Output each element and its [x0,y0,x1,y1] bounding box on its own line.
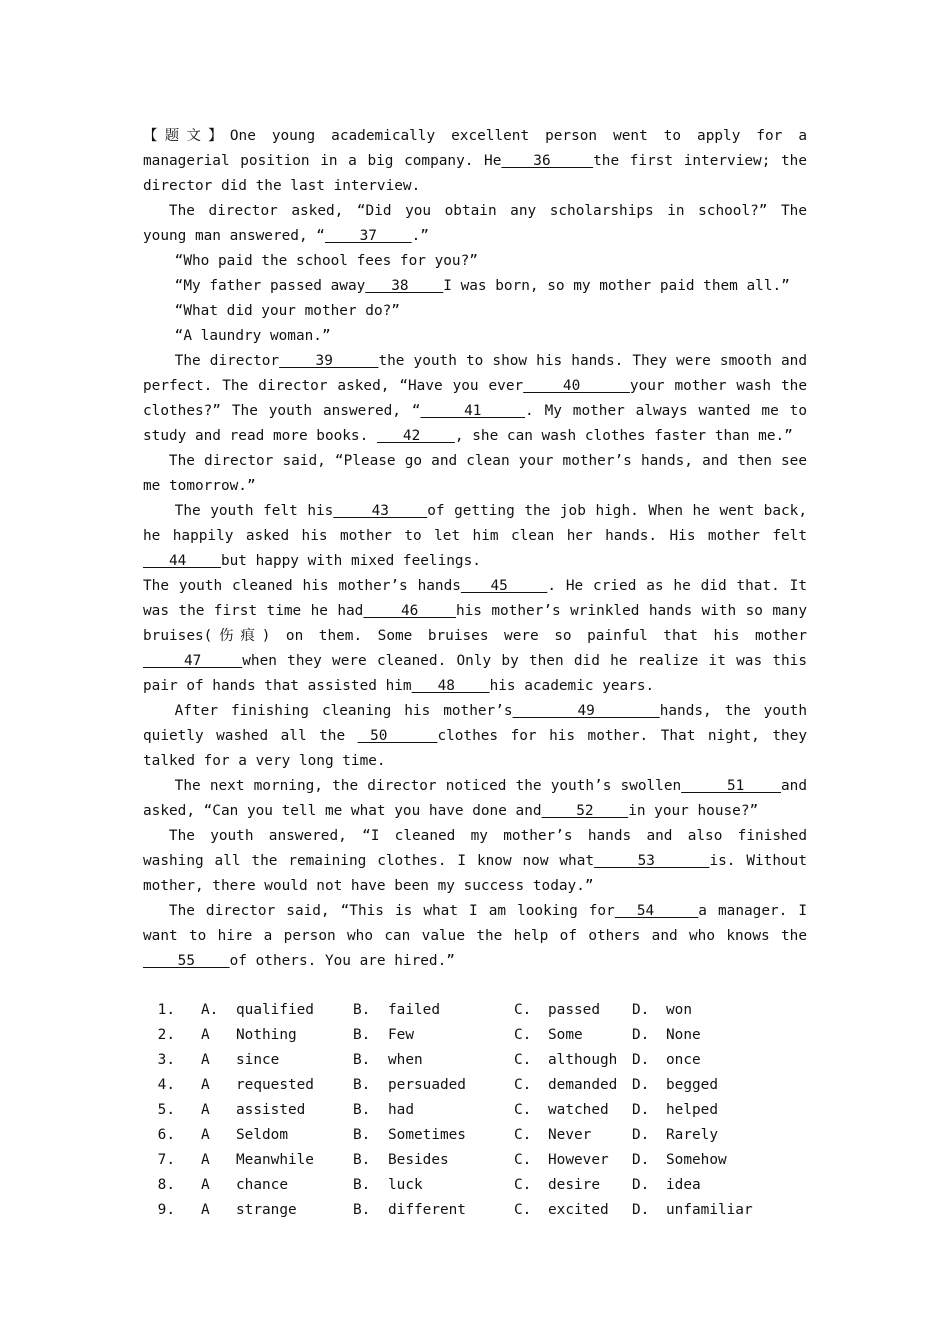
numbered-blank: 53 [594,853,710,869]
option-letter: A [201,1102,210,1118]
option-text: Besides [388,1152,449,1168]
option-letter: D. [632,1202,650,1218]
passage-text: “Who paid the school fees for you?” [174,253,478,269]
option-text: assisted [236,1102,306,1118]
option-text: Some [548,1027,583,1043]
passage-text: of others. You are hired.” [229,953,455,969]
question-number: 5. [157,1102,175,1118]
passage-text: and asked, “Can you tell me what you have done and [143,778,807,819]
option-text: Nothing [236,1027,297,1043]
option-row [143,1048,807,1073]
option-letter: A. [201,1002,219,1018]
passage-paragraph [143,124,807,199]
option-row [143,1073,807,1098]
passage-text: . My mother always wanted me to study and read more books. [143,403,807,444]
option-row [143,1148,807,1173]
question-number: 2. [157,1027,175,1043]
option-letter: B. [353,1102,371,1118]
option-letter: D. [632,1027,650,1043]
option-letter: B. [353,1177,371,1193]
passage-text: 【题文】One young academically excellent person went to apply for a managerial position in a big company. He [143,128,807,169]
question-number: 4. [157,1077,175,1093]
option-text: strange [236,1202,297,1218]
passage-text: . He cried as he did that. It was the first time he had [143,578,807,619]
option-letter: B. [353,1002,371,1018]
passage-text: “What did your mother do?” [174,303,400,319]
option-letter: D. [632,1052,650,1068]
option-text: Few [388,1027,414,1043]
option-letter: B. [353,1052,371,1068]
passage-text: The director said, “Please go and clean your mother’s hands, and then see me tomorrow.” [143,453,807,494]
passage-text: “My father passed away [174,278,366,294]
passage-paragraph [143,499,807,574]
option-letter: A [201,1052,210,1068]
option-letter: C. [514,1077,532,1093]
option-text: Seldom [236,1127,288,1143]
option-letter: B. [353,1027,371,1043]
option-letter: C. [514,1027,532,1043]
passage-text: but happy with mixed feelings. [220,553,481,569]
option-text: qualified [236,1002,314,1018]
passage-paragraph [143,449,807,499]
question-number: 1. [157,1002,175,1018]
option-letter: D. [632,1152,650,1168]
option-text: Meanwhile [236,1152,314,1168]
option-letter: B. [353,1127,371,1143]
passage-paragraph [143,699,807,774]
numbered-blank: 50 [357,728,438,744]
passage-paragraph [143,574,807,699]
question-number: 8. [157,1177,175,1193]
numbered-blank: 38 [365,278,444,294]
cloze-passage [143,124,807,974]
option-text: different [388,1202,466,1218]
passage-paragraph [143,824,807,899]
option-letter: C. [514,1202,532,1218]
option-letter: A [201,1152,210,1168]
numbered-blank: 55 [143,953,230,969]
option-text: None [666,1027,701,1043]
passage-text: of getting the job high. When he went back, he happily asked his mother to let him clean her hands. His mother felt [143,503,807,544]
passage-text: in your house?” [628,803,759,819]
passage-text: .” [411,228,429,244]
option-letter: A [201,1202,210,1218]
numbered-blank: 36 [501,153,594,169]
option-letter: A [201,1127,210,1143]
option-text: failed [388,1002,440,1018]
passage-text: is. Without mother, there would not have been my success today.” [143,853,807,894]
answer-options [143,998,807,1223]
option-text: luck [388,1177,423,1193]
option-row [143,1098,807,1123]
numbered-blank: 54 [614,903,699,919]
passage-text: hands, the youth quietly washed all the [143,703,808,744]
passage-text: when they were cleaned. Only by then did he realize it was this pair of hands that assisted him [143,653,808,694]
option-text: since [236,1052,280,1068]
option-text: once [666,1052,701,1068]
passage-text: your mother wash the clothes?” The youth answered, “ [143,378,807,419]
option-text: Somehow [666,1152,727,1168]
option-text: Sometimes [388,1127,466,1143]
passage-text: The youth cleaned his mother’s hands [143,578,461,594]
numbered-blank: 47 [143,653,243,669]
option-text: persuaded [388,1077,466,1093]
passage-text: The youth felt his [174,503,334,519]
option-letter: D. [632,1177,650,1193]
option-text: when [388,1052,423,1068]
passage-text: a manager. I want to hire a person who can value the help of others and who knows the [143,903,808,944]
numbered-blank: 46 [363,603,456,619]
option-text: passed [548,1002,600,1018]
document-page [143,124,807,1223]
question-number: 7. [157,1152,175,1168]
option-row [143,1173,807,1198]
option-letter: D. [632,1077,650,1093]
option-letter: A [201,1027,210,1043]
option-letter: C. [514,1127,532,1143]
option-letter: B. [353,1152,371,1168]
option-text: Never [548,1127,592,1143]
option-letter: D. [632,1002,650,1018]
numbered-blank: 43 [333,503,428,519]
passage-text: his mother’s wrinkled hands with so many bruises(伤痕) on them. Some bruises were so painful that his mother [143,603,808,644]
option-letter: C. [514,1102,532,1118]
passage-paragraph [143,199,807,249]
option-letter: D. [632,1127,650,1143]
passage-paragraph [143,774,807,824]
option-text: watched [548,1102,609,1118]
passage-text: “A laundry woman.” [174,328,331,344]
option-text: excited [548,1202,609,1218]
numbered-blank: 42 [376,428,455,444]
option-text: although [548,1052,618,1068]
passage-paragraph [143,299,807,324]
passage-text: The youth answered, “I cleaned my mother’s hands and also finished washing all the remaining clothes. I know now what [143,828,807,869]
option-row [143,998,807,1023]
option-text: desire [548,1177,600,1193]
option-text: chance [236,1177,288,1193]
passage-paragraph [143,899,807,974]
option-row [143,1198,807,1223]
option-text: begged [666,1077,718,1093]
passage-text: The next morning, the director noticed the youth’s swollen [174,778,682,794]
numbered-blank: 41 [420,403,526,419]
option-text: idea [666,1177,701,1193]
option-row [143,1123,807,1148]
passage-text: The director [174,353,280,369]
passage-text: clothes for his mother. That night, they talked for a very long time. [143,728,807,769]
numbered-blank: 51 [681,778,781,794]
option-text: helped [666,1102,718,1118]
numbered-blank: 39 [279,353,379,369]
passage-paragraph [143,249,807,274]
option-text: However [548,1152,609,1168]
passage-text: the youth to show his hands. They were smooth and perfect. The director asked, “Have you ever [143,353,808,394]
option-text: Rarely [666,1127,718,1143]
option-letter: C. [514,1177,532,1193]
option-letter: C. [514,1002,532,1018]
option-text: requested [236,1077,314,1093]
passage-paragraph [143,324,807,349]
passage-paragraph [143,349,807,449]
numbered-blank: 44 [143,553,221,569]
numbered-blank: 40 [523,378,630,394]
numbered-blank: 48 [411,678,490,694]
option-letter: A [201,1177,210,1193]
question-number: 3. [157,1052,175,1068]
option-row [143,1023,807,1048]
option-text: had [388,1102,414,1118]
passage-text: the first interview; the director did the last interview. [143,153,807,194]
option-text: demanded [548,1077,618,1093]
numbered-blank: 52 [541,803,629,819]
option-text: unfamiliar [666,1202,753,1218]
passage-text: I was born, so my mother paid them all.” [443,278,790,294]
option-letter: B. [353,1077,371,1093]
option-letter: D. [632,1102,650,1118]
option-letter: C. [514,1152,532,1168]
numbered-blank: 45 [460,578,548,594]
passage-text: , she can wash clothes faster than me.” [454,428,793,444]
numbered-blank: 49 [512,703,660,719]
passage-paragraph [143,274,807,299]
question-number: 9. [157,1202,175,1218]
option-letter: C. [514,1052,532,1068]
passage-text: After finishing cleaning his mother’s [174,703,513,719]
passage-text: his academic years. [489,678,655,694]
numbered-blank: 37 [324,228,412,244]
passage-text: The director said, “This is what I am looking for [168,903,615,919]
question-number: 6. [157,1127,175,1143]
option-letter: A [201,1077,210,1093]
option-text: won [666,1002,692,1018]
option-letter: B. [353,1202,371,1218]
passage-text: The director asked, “Did you obtain any scholarships in school?” The young man answered, “ [143,203,807,244]
